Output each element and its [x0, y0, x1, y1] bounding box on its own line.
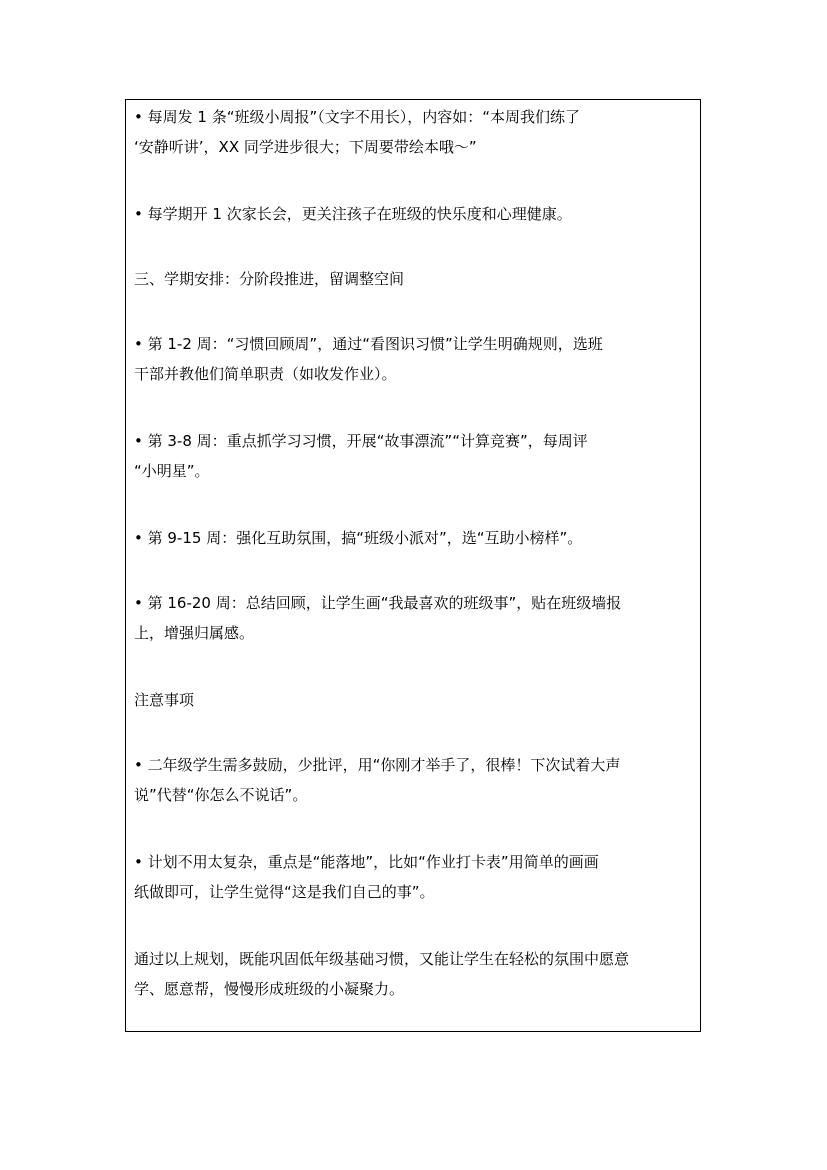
- text-line: • 计划不用太复杂，重点是“能落地”，比如“作业打卡表”用简单的画画: [134, 853, 599, 871]
- bullet-week-16-20: [134, 588, 692, 648]
- text-line: • 第 9-15 周：强化互助氛围，搞“班级小派对”，选“互助小榜样”。: [134, 529, 583, 547]
- bullet-weekly-report: [134, 102, 692, 162]
- section-heading: 注意事项: [134, 691, 195, 709]
- text-line: 上，增强归属感。: [134, 624, 255, 642]
- bullet-encouragement: [134, 750, 692, 810]
- text-line: • 每学期开 1 次家长会，更关注孩子在班级的快乐度和心理健康。: [134, 205, 572, 223]
- text-line: 纸做即可，让学生觉得“这是我们自己的事”。: [134, 883, 435, 901]
- section-heading: 三、学期安排：分阶段推进，留调整空间: [134, 270, 405, 288]
- text-line: • 第 1-2 周：“习惯回顾周”，通过“看图识习惯”让学生明确规则，选班: [134, 335, 603, 353]
- text-line: “小明星”。: [134, 462, 210, 480]
- text-line: • 二年级学生需多鼓励，少批评，用“你刚才举手了，很棒！下次试着大声: [134, 756, 621, 774]
- bullet-simple-plan: [134, 847, 692, 907]
- text-line: • 第 16-20 周：总结回顾，让学生画“我最喜欢的班级事”，贴在班级墙报: [134, 594, 622, 612]
- bullet-parent-meeting: [134, 199, 692, 229]
- text-line: ‘安静听讲’，XX 同学进步很大；下周要带绘本哦～”: [134, 138, 477, 156]
- text-line: 说”代替“你怎么不说话”。: [134, 786, 308, 804]
- bullet-week-9-15: [134, 523, 692, 553]
- text-line: 通过以上规划，既能巩固低年级基础习惯，又能让学生在轻松的氛围中愿意: [134, 950, 630, 968]
- document-table-cell: [125, 99, 701, 1032]
- text-line: • 第 3-8 周：重点抓学习习惯，开展“故事漂流”“计算竞赛”，每周评: [134, 432, 588, 450]
- conclusion-paragraph: [134, 944, 692, 1004]
- section-heading-semester-plan: [134, 264, 692, 294]
- bullet-week-1-2: [134, 329, 692, 389]
- text-line: 学、愿意帮，慢慢形成班级的小凝聚力。: [134, 980, 405, 998]
- text-line: • 每周发 1 条“班级小周报”（文字不用长），内容如：“本周我们练了: [134, 108, 581, 126]
- text-line: 干部并教他们简单职责（如收发作业）。: [134, 365, 397, 383]
- bullet-week-3-8: [134, 426, 692, 486]
- section-heading-notes: [134, 685, 692, 715]
